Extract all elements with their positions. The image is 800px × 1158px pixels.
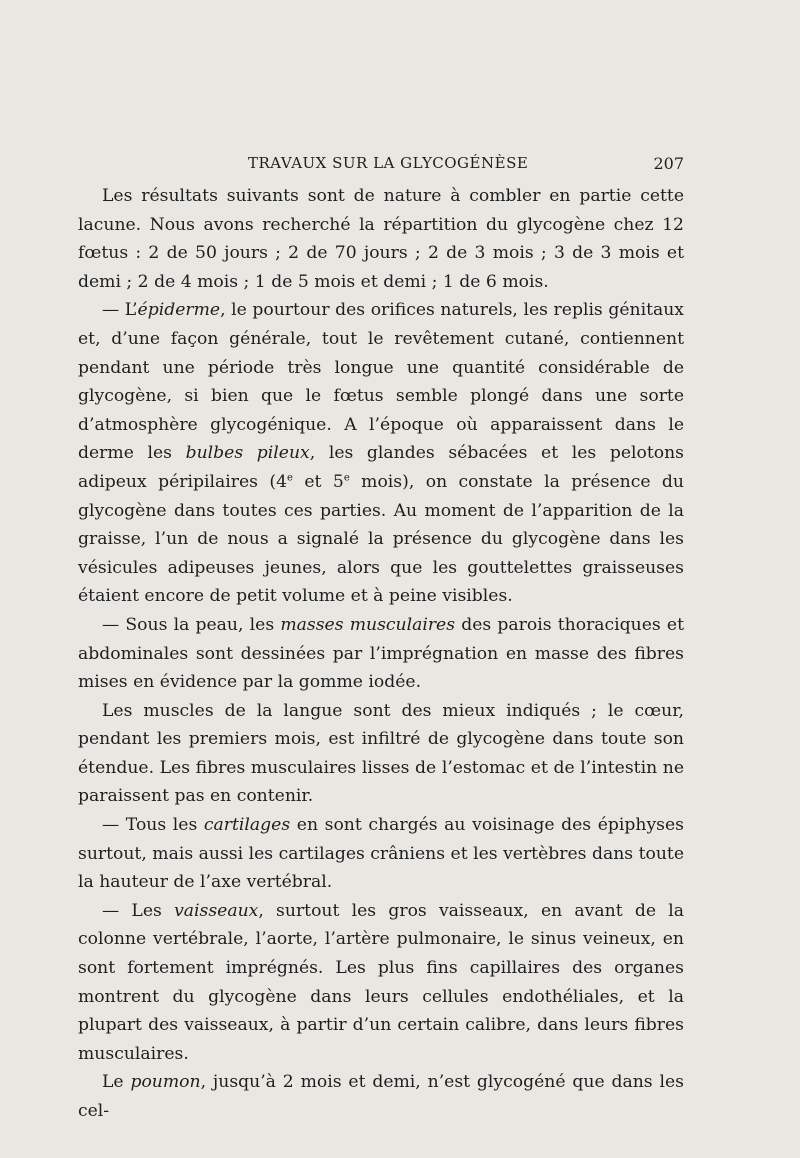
- paragraph-text: des parois thoraciques et abdominales sont dessinées par l’imprégnation en masse des fibres mises en évidence par la gomme iodée.: [78, 614, 684, 693]
- paragraph-text: , les glandes sébacées et les pelotons adipeux péripilaires (4: [78, 443, 684, 492]
- ordinal-superscript: e: [343, 472, 350, 484]
- paragraph-text: et 5: [292, 471, 344, 492]
- paragraph-epidermis: [78, 296, 684, 611]
- paragraph-fetus-sample: [78, 182, 684, 296]
- page-body: [78, 182, 684, 1126]
- paragraph-lead: — Tous les: [102, 815, 204, 836]
- italic-term-vaisseaux: vaisseaux: [174, 900, 259, 921]
- paragraph-lead: Le: [102, 1072, 131, 1093]
- running-title: TRAVAUX SUR LA GLYCOGÉNÈSE: [248, 154, 529, 172]
- italic-term-poumon: poumon: [130, 1072, 201, 1093]
- paragraph-text: , surtout les gros vaisseaux, en avant de la colonne vertébrale, l’aorte, l’artère pulmonaire, le sinus veineux, en sont fortement imprégnés. Les plus fins capillaires des organes montrent du glycogène dans leurs cellules endothéliales, et la plupart des vaisseaux, à partir d’un certain calibre, dans leurs fibres musculaires.: [78, 900, 684, 1064]
- italic-term-masses-musculaires: masses musculaires: [280, 614, 456, 635]
- italic-term-cartilages: cartilages: [203, 815, 291, 836]
- page-number: 207: [653, 154, 684, 173]
- paragraph-muscle-masses: [78, 611, 684, 697]
- paragraph-text: , jusqu’à 2 mois et demi, n’est glycogéné que dans les cel-: [78, 1072, 684, 1121]
- paragraph-text: Les muscles de la langue sont des mieux indiqués ; le cœur, pendant les premiers mois, est infiltré de glycogène dans toute son étendue. Les fibres musculaires lisses de l’estomac et de l’intestin ne paraissent pas en contenir.: [78, 700, 684, 807]
- paragraph-lead: — L’: [102, 300, 138, 321]
- paragraph-text: en sont chargés au voisinage des épiphyses surtout, mais aussi les cartilages crâniens et les vertèbres dans toute la hauteur de l’axe vertébral.: [78, 815, 684, 893]
- paragraph-text: , le pourtour des orifices naturels, les replis génitaux et, d’une façon générale, tout le revêtement cutané, contiennent pendant une période très longue une quantité considérable de glycogène, si bien que le fœtus semble plongé dans une sorte d’atmosphère glycogénique. A l’époque où apparaissent dans le derme les: [78, 300, 684, 464]
- paragraph-tongue-heart: [78, 697, 684, 811]
- page-header: [78, 146, 684, 176]
- paragraph-text: mois), on constate la présence du glycogène dans toutes ces parties. Au moment de l’apparition de la graisse, l’un de nous a signalé la présence du glycogène dans les vésicules adipeuses jeunes, alors que les gouttelettes graisseuses étaient encore de petit volume et à peine visibles.: [78, 471, 684, 607]
- paragraph-lead: — Sous la peau, les: [102, 614, 281, 635]
- italic-term-bulbes-pileux: bulbes pileux: [185, 443, 310, 464]
- paragraph-vessels: [78, 897, 684, 1069]
- italic-term-epiderme: épiderme: [137, 300, 221, 321]
- paragraph-lead: — Les: [102, 900, 175, 921]
- paragraph-lung: [78, 1068, 684, 1125]
- paragraph-text: Les résultats suivants sont de nature à combler en partie cette lacune. Nous avons recherché la répartition du glycogène chez 12 fœtus : 2 de 50 jours ; 2 de 70 jours ; 2 de 3 mois ; 3 de 3 mois et demi ; 2 de 4 mois ; 1 de 5 mois et demi ; 1 de 6 mois.: [78, 186, 684, 292]
- paragraph-cartilages: [78, 811, 684, 897]
- ordinal-superscript: e: [287, 472, 293, 484]
